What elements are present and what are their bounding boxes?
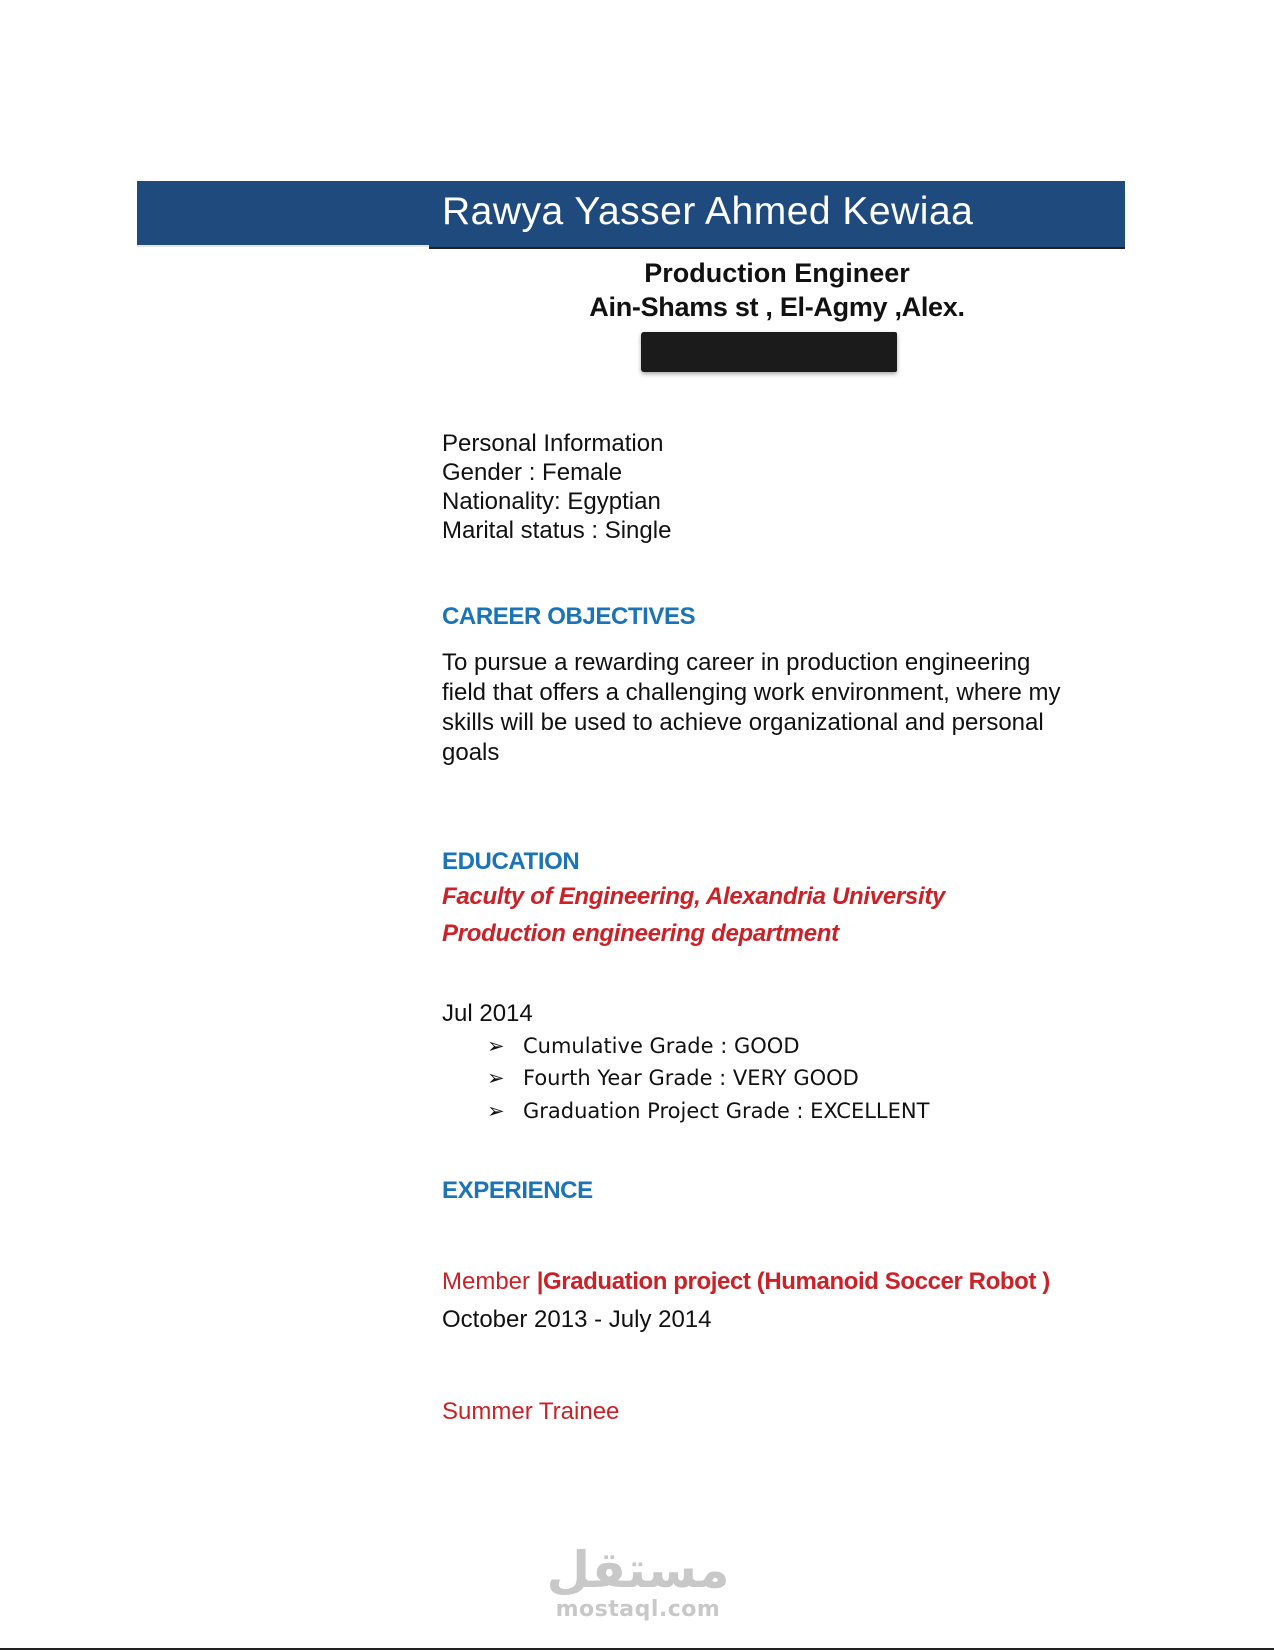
experience-title (442, 1268, 1050, 1296)
candidate-name: Rawya Yasser Ahmed Kewiaa (442, 190, 974, 233)
header-side-block (137, 181, 429, 247)
grade-item (487, 1034, 800, 1058)
experience-project: |Graduation project (Humanoid Soccer Robot ) (536, 1268, 1050, 1295)
arrow-bullet-icon: ➢ (487, 1099, 505, 1123)
watermark-logo (540, 1542, 736, 1622)
career-line: skills will be used to achieve organizational and personal (442, 709, 1044, 736)
watermark-url: mostaql.com (555, 1597, 721, 1622)
gender: Gender : Female (442, 459, 623, 486)
career-line: goals (442, 739, 500, 766)
grade-item (487, 1066, 859, 1090)
career-objectives-heading: CAREER OBJECTIVES (442, 603, 696, 630)
watermark-arabic: مستقل (546, 1541, 730, 1599)
career-line: To pursue a rewarding career in production engineering (442, 649, 1031, 676)
summer-trainee: Summer Trainee (442, 1398, 620, 1425)
grade-text: Graduation Project Grade : EXCELLENT (523, 1099, 930, 1123)
arrow-bullet-icon: ➢ (487, 1034, 505, 1058)
career-objectives-text (442, 648, 1102, 768)
nationality: Nationality: Egyptian (442, 488, 661, 515)
personal-info-heading: Personal Information (442, 430, 664, 457)
experience-period: October 2013 - July 2014 (442, 1306, 712, 1333)
experience-role: Member (442, 1268, 531, 1295)
arrow-bullet-icon: ➢ (487, 1066, 505, 1090)
address: Ain-Shams st , El-Agmy ,Alex. (589, 292, 965, 322)
faculty-name: Faculty of Engineering, Alexandria University (442, 883, 946, 910)
grade-item (487, 1099, 929, 1123)
grade-text: Cumulative Grade : GOOD (523, 1034, 800, 1058)
redacted-phone (641, 332, 897, 372)
job-title: Production Engineer (644, 258, 910, 288)
experience-heading: EXPERIENCE (442, 1177, 593, 1204)
marital-status: Marital status : Single (442, 517, 672, 544)
education-heading: EDUCATION (442, 848, 580, 875)
graduation-date: Jul 2014 (442, 1000, 533, 1027)
department-name: Production engineering department (442, 920, 839, 947)
career-line: field that offers a challenging work environment, where my (442, 679, 1061, 706)
grade-text: Fourth Year Grade : VERY GOOD (523, 1066, 859, 1090)
